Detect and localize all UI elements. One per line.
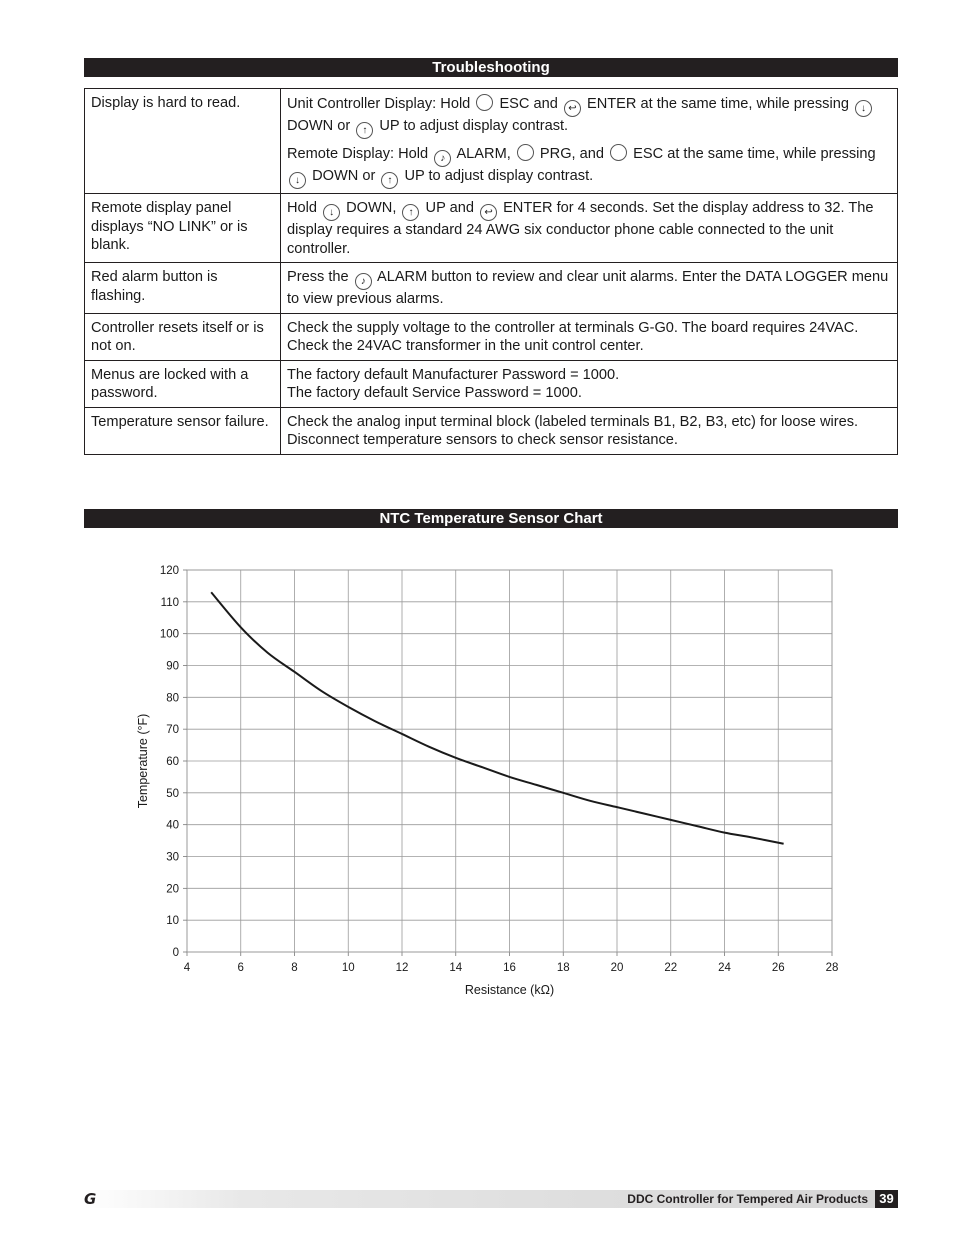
enter-arrow-icon: ↩ [480, 204, 497, 221]
solution-text: Press the [287, 269, 349, 285]
solution-paragraph [287, 144, 891, 189]
x-tick-label: 4 [183, 962, 191, 974]
solution-text: ENTER for 4 seconds. Set the display address to 32. The display requires a standard 24 AWG six conductor phone cable connected to the unit controller. [287, 200, 874, 257]
x-tick-label: 18 [556, 962, 570, 974]
solution-cell [281, 360, 898, 407]
troubleshooting-header: Troubleshooting [84, 58, 898, 77]
problem-cell: Menus are locked with a password. [85, 360, 281, 407]
y-axis-label: Temperature (°F) [136, 713, 150, 809]
solution-text: PRG, and [539, 146, 605, 162]
esc-button-icon [476, 94, 493, 111]
esc-button-icon [610, 144, 627, 161]
solution-text: ESC at the same time, while pressing [633, 146, 876, 162]
solution-paragraph [287, 94, 891, 139]
troubleshooting-table [84, 88, 898, 455]
down-arrow-icon: ↓ [289, 172, 306, 189]
x-tick-label: 14 [449, 962, 463, 974]
x-tick-label: 28 [825, 962, 839, 974]
y-tick-label: 60 [166, 756, 179, 768]
x-tick-label: 22 [664, 962, 678, 974]
footer-title: DDC Controller for Tempered Air Products [627, 1192, 868, 1206]
problem-cell: Controller resets itself or is not on. [85, 313, 281, 360]
solution-cell [281, 263, 898, 314]
y-tick-label: 120 [159, 565, 179, 577]
solution-text: Hold [287, 200, 318, 216]
x-tick-label: 16 [503, 962, 516, 974]
x-tick-label: 26 [771, 962, 785, 974]
y-tick-label: 100 [159, 628, 179, 641]
up-arrow-icon: ↑ [356, 122, 373, 139]
up-arrow-icon: ↑ [381, 172, 398, 189]
x-tick-label: 20 [610, 962, 624, 974]
solution-cell: Check the supply voltage to the controller at terminals G-G0. The board requires 24VAC. Check the 24VAC transformer in the unit control center. [281, 313, 898, 360]
table-row [85, 407, 898, 454]
x-tick-label: 10 [341, 962, 355, 974]
chart-grid [183, 570, 832, 956]
prg-button-icon [517, 144, 534, 161]
solution-text: DOWN or [287, 118, 351, 134]
enter-arrow-icon: ↩ [564, 100, 581, 117]
down-arrow-icon: ↓ [855, 100, 872, 117]
solution-text: ESC and [499, 96, 558, 112]
y-tick-label: 40 [166, 819, 179, 832]
solution-text: Remote Display: Hold [287, 146, 429, 162]
up-arrow-icon: ↑ [402, 204, 419, 221]
table-row [85, 263, 898, 314]
x-tick-label: 8 [291, 962, 298, 974]
solution-text: DOWN, [346, 200, 397, 216]
y-tick-label: 30 [166, 851, 179, 864]
problem-cell: Remote display panel displays “NO LINK” or is blank. [85, 194, 281, 263]
y-tick-label: 20 [166, 883, 179, 896]
problem-cell: Display is hard to read. [85, 89, 281, 194]
temperature-curve [211, 592, 783, 843]
solution-text: ALARM button to review and clear unit alarms. Enter the DATA LOGGER menu to view previous alarms. [287, 269, 889, 307]
y-tick-label: 50 [166, 787, 179, 800]
problem-cell: Temperature sensor failure. [85, 407, 281, 454]
y-tick-label: 10 [166, 915, 179, 928]
alarm-bell-icon: ♪ [355, 273, 372, 290]
ntc-chart-header: NTC Temperature Sensor Chart [84, 509, 898, 528]
x-tick-label: 12 [395, 962, 409, 974]
table-row [85, 194, 898, 263]
solution-text: Unit Controller Display: Hold [287, 96, 471, 112]
y-tick-label: 80 [166, 692, 179, 705]
solution-text: ENTER at the same time, while pressing [586, 96, 849, 112]
ntc-chart [120, 555, 860, 1015]
solution-text: UP to adjust display contrast. [404, 168, 594, 184]
chart-series [211, 592, 783, 843]
solution-cell [281, 194, 898, 263]
x-axis-label: Resistance (kΩ) [464, 983, 555, 997]
table-row [85, 313, 898, 360]
solution-text: ALARM, [456, 146, 511, 162]
down-arrow-icon: ↓ [323, 204, 340, 221]
alarm-bell-icon: ♪ [434, 150, 451, 167]
solution-cell [281, 89, 898, 194]
company-logo: G [84, 1190, 97, 1208]
y-tick-label: 0 [172, 947, 179, 959]
y-tick-label: 110 [160, 596, 179, 609]
table-row [85, 360, 898, 407]
solution-cell: Check the analog input terminal block (labeled terminals B1, B2, B3, etc) for loose wires. Disconnect temperature sensors to check sensor resistance. [281, 407, 898, 454]
chart-ticks [160, 565, 839, 974]
solution-text: DOWN or [312, 168, 376, 184]
solution-text: UP and [425, 200, 474, 216]
solution-text: The factory default Manufacturer Password = 1000. [287, 366, 620, 383]
y-tick-label: 90 [166, 660, 179, 673]
solution-text: The factory default Service Password = 1000. [287, 385, 582, 401]
x-tick-label: 24 [718, 962, 731, 974]
problem-cell: Red alarm button is flashing. [85, 263, 281, 314]
solution-text: UP to adjust display contrast. [379, 118, 569, 134]
page-number: 39 [875, 1190, 898, 1208]
table-row [85, 89, 898, 194]
y-tick-label: 70 [166, 724, 179, 737]
x-tick-label: 6 [237, 962, 244, 974]
